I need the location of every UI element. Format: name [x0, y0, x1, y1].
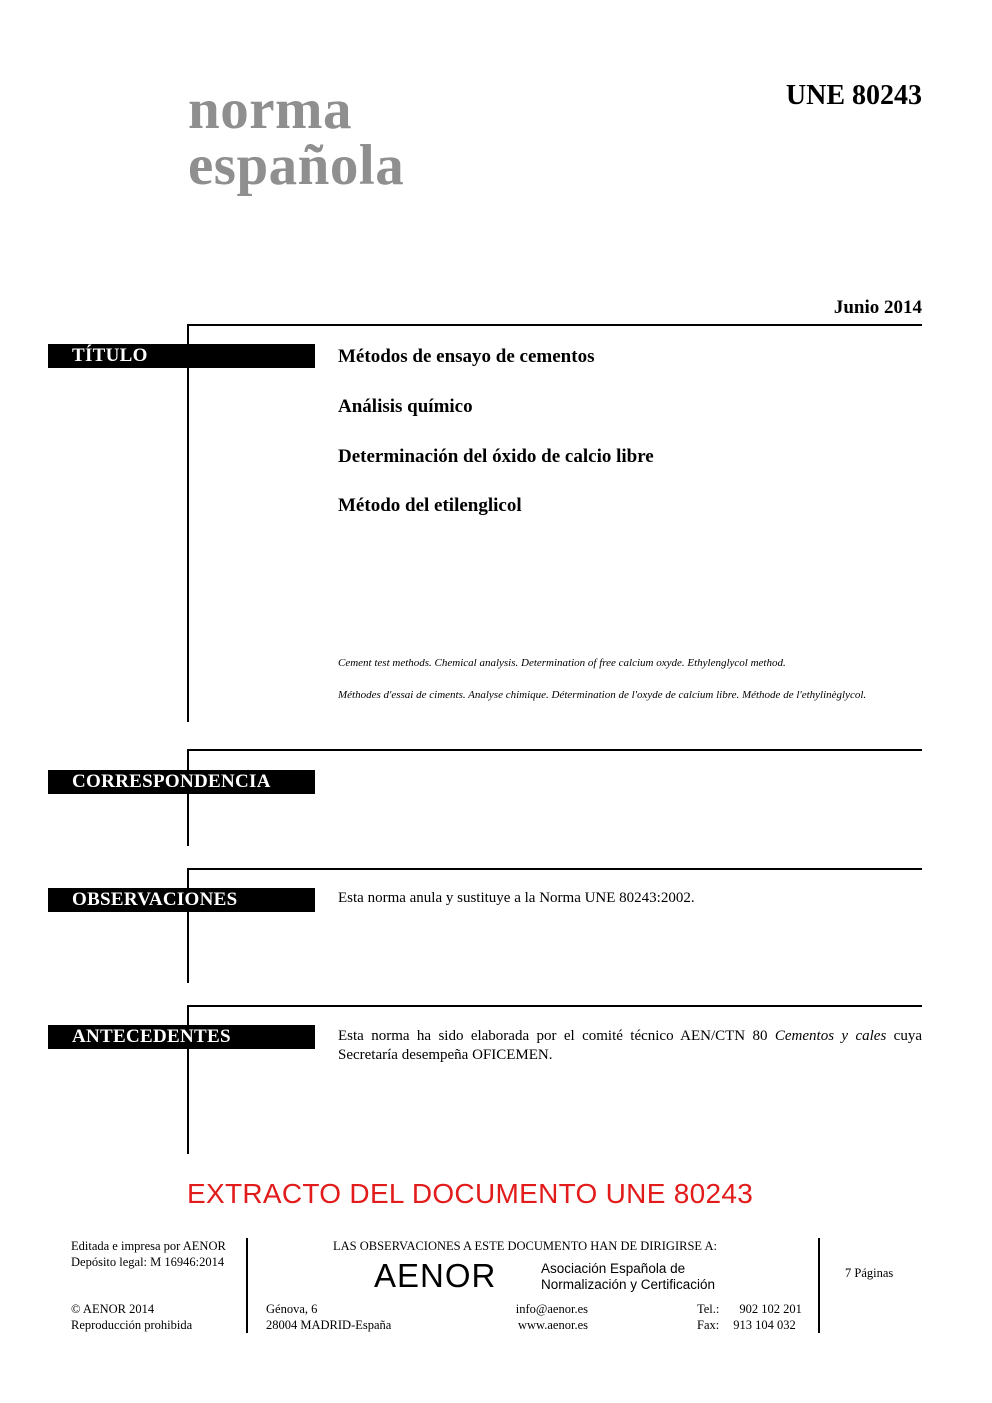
street-address: Génova, 6: [266, 1302, 318, 1316]
brand-line-1: norma: [188, 78, 352, 141]
title-line: Determinación del óxido de calcio libre: [338, 446, 654, 467]
aenor-logo-subtitle: [541, 1261, 715, 1293]
titulo-top-rule: [187, 324, 922, 326]
reproduction-notice: Reproducción prohibida: [71, 1318, 193, 1332]
title-line: Métodos de ensayo de cementos: [338, 346, 595, 367]
title-line: Método del etilenglicol: [338, 495, 522, 516]
publication-date: Junio 2014: [833, 297, 922, 318]
titulo-side-rule: [187, 324, 189, 722]
antecedentes-text-part: Esta norma ha sido elaborada por el comité técnico AEN/CTN 80: [338, 1028, 775, 1044]
antecedentes-label: ANTECEDENTES: [48, 1025, 315, 1049]
footer-address: [266, 1301, 391, 1333]
antecedentes-text: [338, 1027, 922, 1065]
email-link[interactable]: info@aenor.es: [515, 1302, 588, 1316]
footer-contact: [508, 1301, 588, 1333]
committee-name: Cementos y cales: [774, 1028, 887, 1044]
observaciones-top-rule: [187, 868, 922, 870]
footer-publisher: [71, 1238, 226, 1270]
extract-banner: EXTRACTO DEL DOCUMENTO UNE 80243: [187, 1178, 754, 1209]
correspondencia-side-rule: [187, 749, 189, 846]
antecedentes-text-part: cuya Secretaría desempeña OFICEMEN.: [338, 1028, 922, 1063]
city-address: 28004 MADRID-España: [266, 1318, 392, 1332]
observations-notice: LAS OBSERVACIONES A ESTE DOCUMENTO HAN DE DIRIGIRSE A:: [333, 1239, 717, 1253]
english-title: Cement test methods. Chemical analysis. Determination of free calcium oxyde. Ethylenglycol method.: [338, 657, 786, 669]
copyright: © AENOR 2014: [71, 1302, 155, 1316]
web-link[interactable]: www.aenor.es: [517, 1318, 588, 1332]
fax-label: Fax:: [697, 1318, 720, 1332]
tel-label: Tel.:: [697, 1302, 720, 1316]
brand-title: [188, 78, 405, 197]
footer-phone: [697, 1301, 802, 1333]
titulo-label: TÍTULO: [48, 344, 315, 368]
observaciones-text: Esta norma anula y sustituye a la Norma UNE 80243:2002.: [338, 890, 695, 906]
fax-number: 913 104 032: [733, 1318, 796, 1332]
observaciones-label: OBSERVACIONES: [48, 888, 315, 912]
observaciones-side-rule: [187, 868, 189, 983]
correspondencia-top-rule: [187, 749, 922, 751]
brand-line-2: española: [188, 134, 405, 197]
footer-copyright: [71, 1301, 192, 1333]
title-line: Análisis químico: [338, 396, 473, 417]
page-count: 7 Páginas: [845, 1266, 894, 1280]
edited-by: Editada e impresa por AENOR: [71, 1239, 226, 1253]
correspondencia-label: CORRESPONDENCIA: [48, 770, 315, 794]
aenor-logo: AENOR: [374, 1257, 497, 1294]
standard-code: UNE 80243: [785, 80, 922, 111]
antecedentes-top-rule: [187, 1005, 922, 1007]
logo-sub-line: Normalización y Certificación: [541, 1277, 716, 1292]
footer-divider-left: [246, 1238, 248, 1333]
legal-deposit: Depósito legal: M 16946:2014: [71, 1255, 225, 1269]
logo-sub-line: Asociación Española de: [541, 1261, 686, 1276]
tel-number: 902 102 201: [739, 1302, 802, 1316]
french-title: Méthodes d'essai de ciments. Analyse chimique. Détermination de l'oxyde de calcium libre. Méthode de l'ethylinèglycol.: [338, 689, 867, 701]
footer-divider-right: [818, 1238, 820, 1333]
